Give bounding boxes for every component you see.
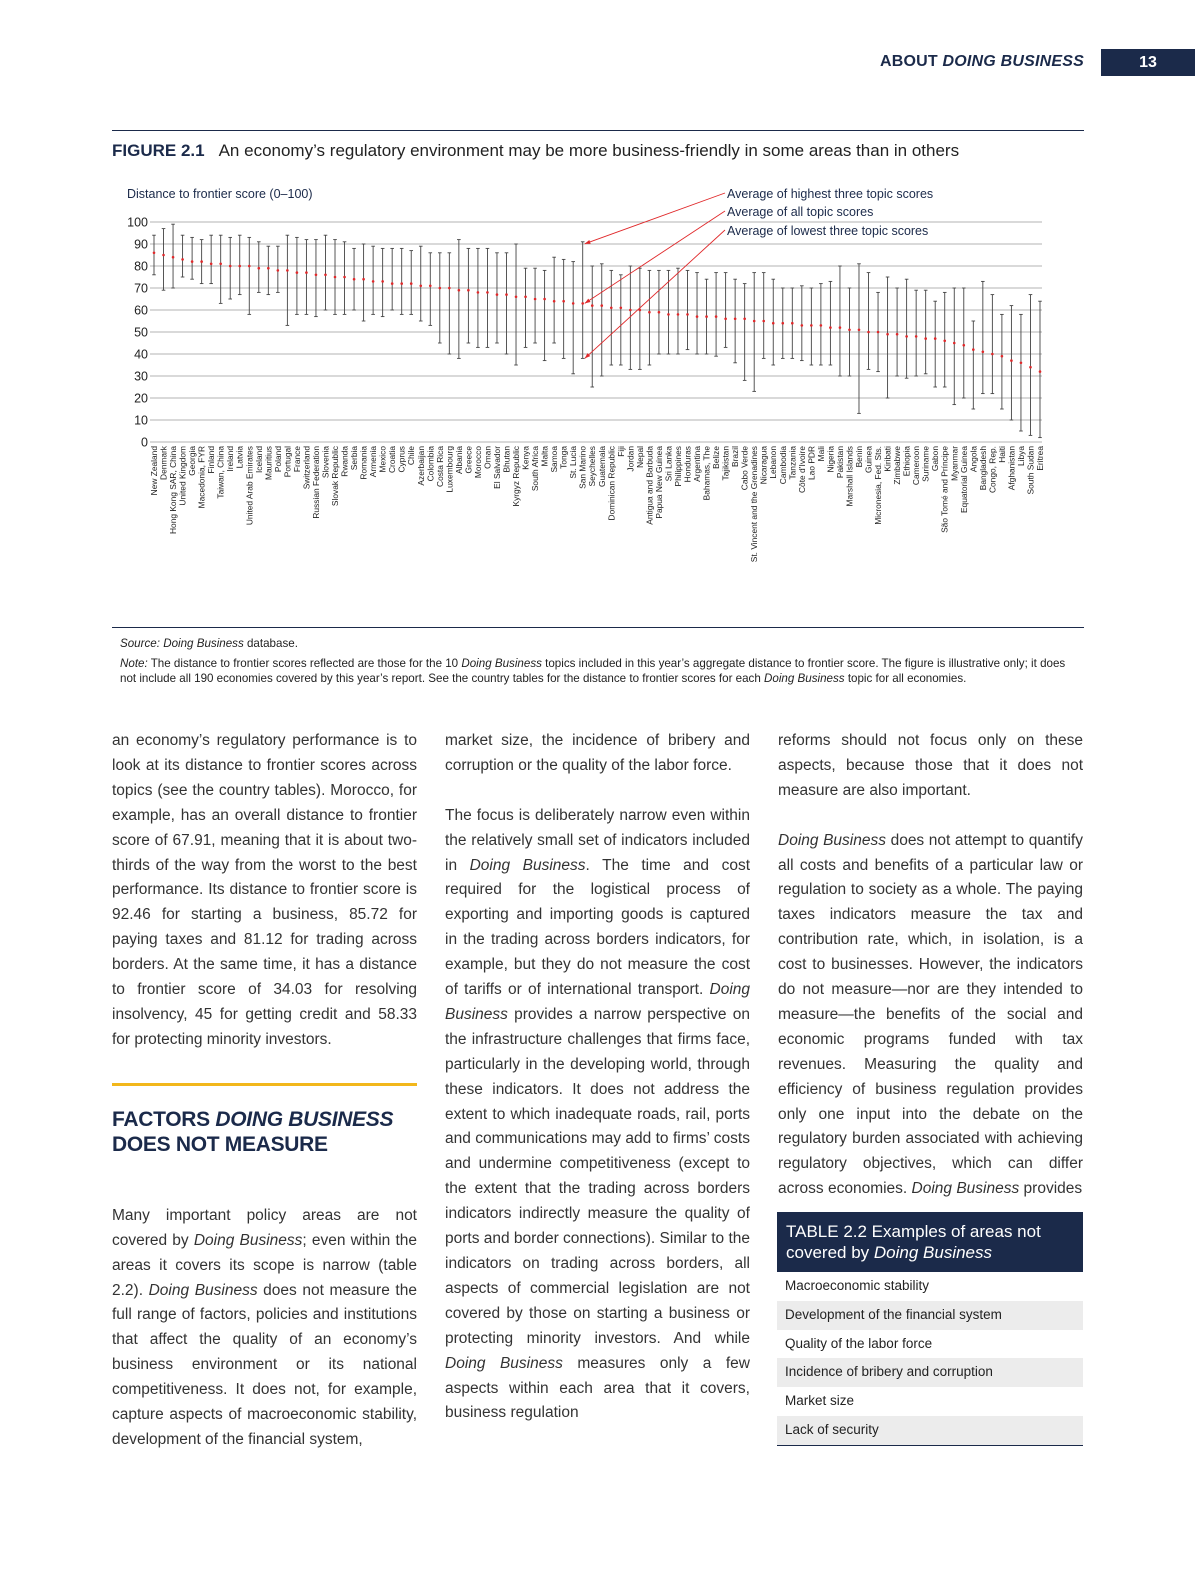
average-marker xyxy=(277,269,280,272)
legend-entry: Average of highest three topic scores xyxy=(727,187,934,201)
average-marker xyxy=(629,309,632,312)
text-column-2 xyxy=(445,729,750,1426)
average-marker xyxy=(439,287,442,290)
x-tick-label: Georgia xyxy=(187,446,198,476)
y-tick-label: 100 xyxy=(127,215,148,230)
x-tick-label: Equatorial Guinea xyxy=(958,446,969,514)
average-marker xyxy=(191,260,194,263)
table-row: Development of the financial system xyxy=(777,1301,1083,1330)
pointer-arrowhead xyxy=(585,299,591,304)
average-marker xyxy=(858,329,861,332)
x-tick-label: Kiribati xyxy=(882,446,893,472)
page-number: 13 xyxy=(1101,49,1195,76)
x-tick-label: Libya xyxy=(1015,446,1026,467)
y-tick-label: 90 xyxy=(134,237,148,252)
x-tick-label: Cyprus xyxy=(396,446,407,473)
distance-to-frontier-chart xyxy=(112,180,1072,620)
x-tick-label: St. Lucia xyxy=(568,446,579,479)
x-tick-label: Benin xyxy=(853,446,864,468)
table-row: Market size xyxy=(785,1393,855,1409)
average-marker xyxy=(448,287,451,290)
average-marker xyxy=(648,311,651,314)
average-marker xyxy=(162,254,165,257)
x-tick-label: Angola xyxy=(968,446,979,473)
x-tick-label: Macedonia, FYR xyxy=(196,446,207,509)
figure-top-rule xyxy=(112,130,1084,131)
figure-title: An economy’s regulatory environment may be more business-friendly in some areas than in others xyxy=(218,141,960,160)
x-tick-label: Greece xyxy=(463,446,474,474)
average-marker xyxy=(200,260,203,263)
average-marker xyxy=(686,313,689,316)
average-marker xyxy=(248,265,251,268)
x-tick-label: Rwanda xyxy=(339,446,350,477)
x-tick-label: Argentina xyxy=(692,446,703,482)
section-rule xyxy=(112,1083,417,1086)
x-tick-label: Serbia xyxy=(349,446,360,471)
x-tick-label: Zimbabwe xyxy=(892,446,903,485)
average-marker xyxy=(696,315,699,318)
average-marker xyxy=(620,307,623,310)
x-tick-label: Honduras xyxy=(682,446,693,483)
average-marker xyxy=(562,300,565,303)
average-marker xyxy=(172,256,175,259)
y-tick-label: 10 xyxy=(134,413,148,428)
table-row: Lack of security xyxy=(777,1416,1083,1445)
y-tick-label: 70 xyxy=(134,281,148,296)
average-marker xyxy=(820,324,823,327)
average-marker xyxy=(972,348,975,351)
figure-label: FIGURE 2.1 xyxy=(112,141,205,160)
y-tick-label: 80 xyxy=(134,259,148,274)
average-marker xyxy=(1039,370,1042,373)
table-row: Macroeconomic stability xyxy=(785,1278,930,1293)
x-tick-label: Eritrea xyxy=(1035,446,1045,471)
legend-pointer xyxy=(585,193,725,244)
paragraph: an economy’s regulatory performance is to look at its distance to frontier scores across topics (see the country tables). Morocco, for example, has an overall distance to frontier score of 67.91, meaning that it is about two-thirds of the way from the worst to the best performance. Its distance to frontier score is 92.46 for starting a business, 85.72 for paying taxes and 81.12 for trading across borders. At the same time, it has a distance to frontier score of 34.03 for resolving insolvency, 45 for getting credit and 58.33 for protecting minority investors. xyxy=(112,732,417,1048)
table-row: Incidence of bribery and corruption xyxy=(777,1358,1083,1387)
figure-source: Source: Doing Business database. xyxy=(120,637,298,650)
x-tick-label: Bhutan xyxy=(501,446,512,473)
x-tick-label: Nigeria xyxy=(825,446,836,473)
x-tick-label: Luxembourg xyxy=(444,446,455,493)
x-tick-label: Denmark xyxy=(158,446,169,480)
average-marker xyxy=(1010,359,1013,362)
x-tick-label: El Salvador xyxy=(491,446,502,489)
average-marker xyxy=(572,302,575,305)
x-tick-label: Lebanon xyxy=(768,446,779,479)
average-marker xyxy=(305,271,308,274)
x-tick-label: Bangladesh xyxy=(977,446,988,491)
average-marker xyxy=(591,304,594,307)
average-marker xyxy=(467,289,470,292)
average-marker xyxy=(238,265,241,268)
x-tick-label: South Sudan xyxy=(1025,446,1036,495)
x-tick-label: Hong Kong SAR, China xyxy=(168,446,179,534)
table-title: TABLE 2.2 Examples of areas not covered by Doing Business xyxy=(777,1212,1083,1272)
x-tick-label: Azerbaijan xyxy=(415,446,426,486)
x-tick-label: São Tomé and Príncipe xyxy=(939,446,950,533)
figure-caption xyxy=(112,141,959,161)
x-tick-label: Colombia xyxy=(425,446,436,482)
average-marker xyxy=(734,318,737,321)
y-tick-label: 0 xyxy=(141,435,148,450)
average-marker xyxy=(667,313,670,316)
pointer-arrowhead xyxy=(585,240,591,244)
x-tick-label: Côte d’Ivoire xyxy=(796,446,807,494)
average-marker xyxy=(210,263,213,266)
x-tick-label: Mauritius xyxy=(263,446,274,480)
table-row: Quality of the labor force xyxy=(785,1335,933,1351)
average-marker xyxy=(829,326,832,329)
x-tick-label: Guatemala xyxy=(596,446,607,487)
average-marker xyxy=(400,282,403,285)
y-axis-title: Distance to frontier score (0–100) xyxy=(127,187,313,201)
average-marker xyxy=(886,333,889,336)
average-marker xyxy=(381,280,384,283)
paragraph: reforms should not focus only on these aspects, because those that it does not measure are also important. xyxy=(778,732,1083,799)
table-bottom-rule xyxy=(777,1445,1083,1446)
x-tick-label: Oman xyxy=(482,446,493,469)
x-tick-label: Switzerland xyxy=(301,446,312,490)
x-tick-label: Lao PDR xyxy=(806,446,817,480)
average-marker xyxy=(610,307,613,310)
average-marker xyxy=(581,302,584,305)
average-marker xyxy=(553,300,556,303)
average-marker xyxy=(543,298,546,301)
average-marker xyxy=(801,324,804,327)
average-marker xyxy=(1029,366,1032,369)
average-marker xyxy=(924,337,927,340)
x-tick-label: Dominican Republic xyxy=(606,446,617,521)
average-marker xyxy=(953,342,956,345)
average-marker xyxy=(753,320,756,323)
x-tick-label: Morocco xyxy=(472,446,483,479)
average-marker xyxy=(477,291,480,294)
x-tick-label: Seychelles xyxy=(587,446,598,487)
average-marker xyxy=(458,289,461,292)
x-tick-label: Kyrgyz Republic xyxy=(511,446,522,507)
y-tick-label: 50 xyxy=(134,325,148,340)
x-tick-label: Tonga xyxy=(558,446,569,469)
x-tick-label: Marshall Islands xyxy=(844,446,855,507)
x-tick-label: Gabon xyxy=(930,446,941,472)
average-marker xyxy=(353,278,356,281)
x-tick-label: Croatia xyxy=(387,446,398,473)
x-tick-label: Taiwan, China xyxy=(215,446,226,499)
x-tick-label: Ethiopia xyxy=(901,446,912,477)
x-tick-label: Cambodia xyxy=(777,446,788,485)
y-tick-label: 20 xyxy=(134,391,148,406)
average-marker xyxy=(877,331,880,334)
figure-notes xyxy=(120,636,1080,687)
average-marker xyxy=(810,324,813,327)
average-marker xyxy=(867,331,870,334)
average-marker xyxy=(286,269,289,272)
x-tick-label: Chile xyxy=(406,446,417,466)
x-tick-label: Albania xyxy=(453,446,464,474)
y-tick-label: 40 xyxy=(134,347,148,362)
x-tick-label: Armenia xyxy=(368,446,379,478)
average-marker xyxy=(991,353,994,356)
x-tick-label: United Arab Emirates xyxy=(244,446,255,526)
x-tick-label: France xyxy=(291,446,302,473)
average-marker xyxy=(791,322,794,325)
paragraph: Many important policy areas are not covered by Doing Business; even within the areas it covers its scope is narrow (table 2.2). Doing Business does not measure the full range of factors, policies and institutions that affect the quality of an economy’s business environment or its national competitiveness. It does not, for example, capture aspects of macroeconomic stability, development of the financial system, xyxy=(112,1206,417,1448)
x-tick-label: Congo, Rep. xyxy=(987,446,998,494)
x-tick-label: Romania xyxy=(358,446,369,480)
x-tick-label: Brazil xyxy=(730,446,741,467)
x-tick-label: Slovenia xyxy=(320,446,331,479)
paragraph: The focus is deliberately narrow even within the relatively small set of indicators included in Doing Business. The time and cost required for the logistical process of exporting and importing goods is captured in the trading across borders indicators, for example, but they do not measure the cost of tariffs or of international transport. Doing Business provides a narrow perspective on the infrastructure challenges that firms face, particularly in the developing world, through these indicators. It does not address the extent to which inadequate roads, rail, ports and communications may add to firms’ costs and undermine competitiveness (except to the extent that the trading across borders indicators indirectly measure the quality of ports and border connections). Similar to the indicators on trading across borders, all aspects of commercial legislation are not covered by those on starting a business or protecting minority investors. And while Doing Business measures only a few aspects within each area that it covers, business regulation xyxy=(445,806,751,1422)
x-tick-label: Philippines xyxy=(672,446,683,487)
average-marker xyxy=(372,280,375,283)
paragraph: market size, the incidence of bribery and corruption or the quality of the labor force. xyxy=(445,732,750,774)
average-marker xyxy=(181,258,184,261)
legend-entry: Average of all topic scores xyxy=(727,205,874,219)
section-heading: FACTORS DOING BUSINESS DOES NOT MEASURE xyxy=(112,1107,394,1156)
x-tick-label: Micronesia, Fed. Sts. xyxy=(873,446,884,525)
average-marker xyxy=(534,298,537,301)
text-column-1 xyxy=(112,729,417,1453)
x-tick-label: Tanzania xyxy=(787,446,798,480)
x-tick-label: Slovak Republic xyxy=(330,446,341,507)
x-tick-label: Finland xyxy=(206,446,217,474)
x-tick-label: Pakistan xyxy=(834,446,845,479)
x-tick-label: Ireland xyxy=(225,446,236,472)
average-marker xyxy=(486,291,489,294)
x-tick-label: Suriname xyxy=(920,446,931,482)
x-tick-label: Bahamas, The xyxy=(701,446,712,501)
average-marker xyxy=(505,293,508,296)
x-tick-label: Belize xyxy=(711,446,722,469)
x-tick-label: Kenya xyxy=(520,446,531,470)
y-tick-label: 60 xyxy=(134,303,148,318)
average-marker xyxy=(153,252,156,255)
average-marker xyxy=(515,296,518,299)
x-tick-label: Portugal xyxy=(282,446,293,478)
x-tick-label: Haiti xyxy=(996,446,1007,463)
table-2-2 xyxy=(777,1212,1083,1446)
average-marker xyxy=(362,278,365,281)
average-marker xyxy=(982,351,985,354)
x-tick-label: Latvia xyxy=(234,446,245,469)
x-tick-label: St. Vincent and the Grenadines xyxy=(749,446,760,563)
legend-pointer xyxy=(585,211,725,303)
average-marker xyxy=(934,337,937,340)
average-marker xyxy=(943,340,946,343)
x-tick-label: Mali xyxy=(815,446,826,462)
average-marker xyxy=(962,344,965,347)
x-tick-label: Myanmar xyxy=(949,446,960,481)
average-marker xyxy=(324,274,327,277)
x-tick-label: New Zealand xyxy=(149,446,159,496)
average-marker xyxy=(419,285,422,288)
average-marker xyxy=(343,276,346,279)
x-tick-label: Malta xyxy=(539,446,550,467)
average-marker xyxy=(496,293,499,296)
x-tick-label: Jordan xyxy=(625,446,636,472)
average-marker xyxy=(905,335,908,338)
x-tick-label: Nepal xyxy=(634,446,645,468)
average-marker xyxy=(267,267,270,270)
average-marker xyxy=(296,271,299,274)
average-marker xyxy=(391,282,394,285)
x-tick-label: Cabo Verde xyxy=(739,446,750,491)
x-tick-label: Nicaragua xyxy=(758,446,769,485)
legend-pointer xyxy=(585,230,725,358)
x-tick-label: Afghanistan xyxy=(1006,446,1017,491)
average-marker xyxy=(772,322,775,325)
average-marker xyxy=(429,285,432,288)
x-tick-label: Iceland xyxy=(253,446,264,474)
average-marker xyxy=(658,311,661,314)
x-tick-label: Fiji xyxy=(615,446,626,457)
average-marker xyxy=(410,282,413,285)
x-tick-label: Sri Lanka xyxy=(663,446,674,482)
x-tick-label: Russian Federation xyxy=(310,446,321,519)
average-marker xyxy=(762,320,765,323)
average-marker xyxy=(781,322,784,325)
average-marker xyxy=(229,265,232,268)
average-marker xyxy=(915,335,918,338)
legend-entry: Average of lowest three topic scores xyxy=(727,224,929,238)
average-marker xyxy=(219,263,222,266)
text-column-3 xyxy=(778,729,1083,1202)
average-marker xyxy=(724,318,727,321)
x-tick-label: Antigua and Barbuda xyxy=(644,446,655,525)
average-marker xyxy=(896,333,899,336)
x-tick-label: Papua New Guinea xyxy=(653,446,664,519)
average-marker xyxy=(705,315,708,318)
x-tick-label: Guinea xyxy=(863,446,874,474)
average-marker xyxy=(677,313,680,316)
x-tick-label: San Marino xyxy=(577,446,588,489)
x-tick-label: South Africa xyxy=(530,446,541,492)
x-tick-label: Costa Rica xyxy=(434,446,445,487)
average-marker xyxy=(715,315,718,318)
average-marker xyxy=(1001,355,1004,358)
average-marker xyxy=(848,329,851,332)
running-header: ABOUT DOING BUSINESS xyxy=(879,53,1084,70)
x-tick-label: Poland xyxy=(272,446,283,473)
paragraph: Doing Business does not attempt to quantify all costs and benefits of a particular law or regulation to society as a whole. The paying taxes indicators measure the tax and contribution rate, which, in isolation, is a cost to businesses. However, the indicators do not measure—nor are they intended to measure—the benefits of the social and economic programs funded with tax revenues. Measuring the quality and efficiency of business regulation provides only one input into the debate on the regulatory burden associated with achieving regulatory objectives, which can differ across economies. Doing Business provides xyxy=(778,831,1083,1198)
average-marker xyxy=(334,276,337,279)
average-marker xyxy=(1020,362,1023,365)
x-tick-label: United Kingdom xyxy=(177,446,188,506)
x-tick-label: Samoa xyxy=(549,446,560,473)
y-tick-label: 30 xyxy=(134,369,148,384)
average-marker xyxy=(743,318,746,321)
average-marker xyxy=(315,274,318,277)
average-marker xyxy=(600,304,603,307)
x-tick-label: Cameroon xyxy=(911,446,922,486)
average-marker xyxy=(257,267,260,270)
average-marker xyxy=(524,296,527,299)
figure-note: Note: The distance to frontier scores reflected are those for the 10 Doing Business topics included in this year’s aggregate distance to frontier score. The figure is illustrative only; it does not include all 190 economies covered by this year’s report. See the country tables for the distance to frontier scores for each Doing Business topic for all economies. xyxy=(120,656,1066,685)
average-marker xyxy=(839,326,842,329)
figure-bottom-rule xyxy=(112,627,1084,628)
x-tick-label: Tajikistan xyxy=(720,446,731,481)
x-tick-label: Mexico xyxy=(377,446,388,473)
